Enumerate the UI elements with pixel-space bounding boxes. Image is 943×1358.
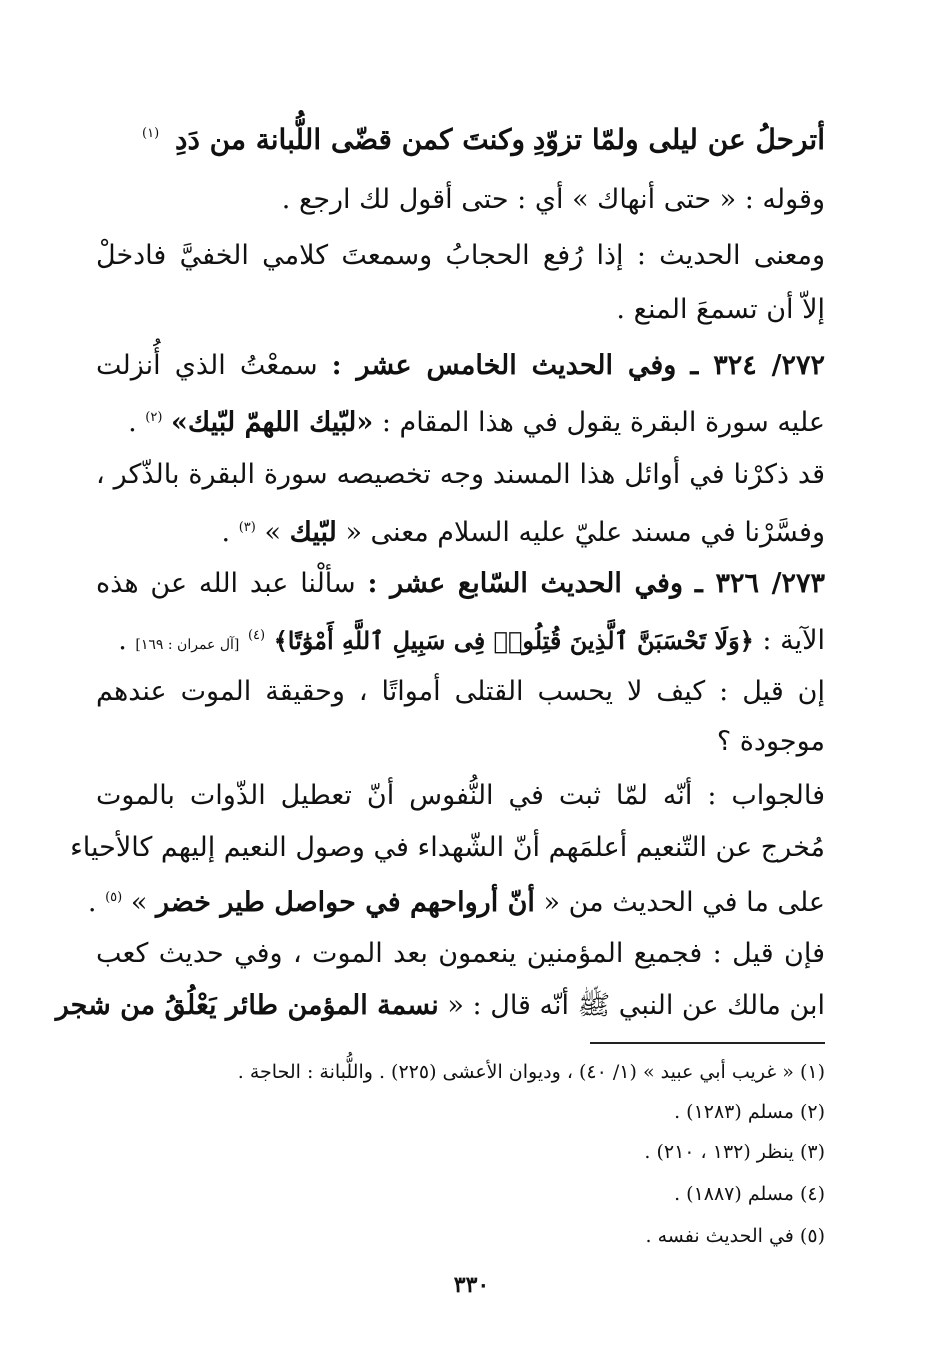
paragraph-line: قد ذكرْنا في أوائل هذا المسند وجه تخصيصه سورة البقرة بالذّكر ، (96, 459, 825, 490)
paragraph-text: ابن مالك عن النبي ﷺ أنّه قال : « (447, 990, 825, 1021)
paragraph-line: فإن قيل : فجميع المؤمنين ينعمون بعد الموت ، وفي حديث كعب (96, 938, 825, 969)
footnote-1: (١) « غريب أبي عبيد » (١/ ٤٠) ، وديوان الأعشى (٢٢٥) . واللُّبانة : الحاجة . (237, 1061, 825, 1083)
paragraph-line: على ما في الحديث من « أنّ أرواحهم في حواصل طير خضر » $^{(٥)}$ . (87, 887, 825, 918)
hadith-272-line-2: عليه سورة البقرة يقول في هذا المقام : «لبّيك اللهمّ لبّيك» $^{(٢)}$ . (128, 407, 825, 438)
quran-verse: ﴿وَلَا تَحْسَبَنَّ ٱلَّذِينَ قُتِلُوا۟ فِى سَبِيلِ ٱللَّهِ أَمْوَٰتًا﴾ (273, 626, 754, 655)
verse-hemistich-1: أترحلُ عن ليلى ولمّا تزوّدِ (532, 123, 825, 156)
paragraph-line: إلاّ أن تسمعَ المنع . (616, 294, 825, 325)
hadith-title: وفي الحديث الخامس عشر : (331, 350, 677, 381)
footnote-separator (590, 1042, 825, 1044)
hadith-text: الآية : (762, 625, 825, 656)
verse-hemistich-2: وكنتَ كمن قضّى اللُّبانة من دَدِ (175, 123, 525, 156)
hadith-text: سمعْتُ الذي أُنزلت (96, 350, 318, 381)
hadith-number: ٢٧٢/ ٣٢٤ ـ (690, 350, 825, 381)
paragraph-line: وقوله : « حتى أنهاك » أي : حتى أقول لك ارجع . (281, 184, 825, 215)
hadith-273-heading-line (96, 564, 825, 604)
paragraph-line: إن قيل : كيف لا يحسب القتلى أمواتًا ، وحقيقة الموت عندهم (96, 676, 825, 707)
verse-footnote-mark: (١) (142, 126, 160, 141)
quoted-word: لبّيك (289, 517, 337, 548)
quran-reference: [آل عمران : ١٦٩] (135, 637, 240, 653)
paragraph-text: وفسَّرْنا في مسند عليّ عليه السلام معنى « (345, 517, 825, 548)
paragraph-line: وفسَّرْنا في مسند عليّ عليه السلام معنى « لبّيك » $^{(٣)}$ . (221, 517, 825, 548)
page-number: ٣٣٠ (453, 1272, 490, 1298)
paragraph-text: » (264, 517, 281, 548)
hadith-273-line-2: الآية : ﴿وَلَا تَحْسَبَنَّ ٱلَّذِينَ قُتِلُوا۟ فِى سَبِيلِ ٱللَّهِ أَمْوَٰتًا﴾ $^{(٤)}$ [آل عمران : ١٦٩] . (118, 625, 825, 656)
paragraph-line: مُخرج عن التّنعيم أعلمَهم أنّ الشّهداء في وصول النعيم إليهم كالأحياء (70, 832, 825, 863)
footnote-mark: (٢) (145, 410, 163, 425)
paragraph-text: على ما في الحديث من « (543, 887, 825, 918)
footnote-mark: (٤) (247, 628, 266, 643)
hadith-quote: أنّ أرواحهم في حواصل طير خضر (155, 887, 535, 918)
paragraph-line: فالجواب : أنّه لمّا ثبت في النُّفوس أنّ تعطيل الذّوات بالموت (96, 780, 825, 811)
hadith-text: سألْنا عبد الله عن هذه (96, 568, 356, 599)
footnote-4: (٤) مسلم (١٨٨٧) . (674, 1183, 825, 1205)
hadith-number: ٢٧٣/ ٣٢٦ ـ (694, 568, 825, 599)
footnote-mark: (٥) (105, 890, 123, 905)
paragraph-line: ومعنى الحديث : إذا رُفع الحجابُ وسمعتَ كلامي الخفيَّ فادخلْ (96, 240, 825, 271)
paragraph-line: موجودة ؟ (716, 726, 825, 757)
paragraph-line (55, 986, 825, 1026)
footnote-mark: (٣) (238, 520, 256, 535)
footnote-2: (٢) مسلم (١٢٨٣) . (674, 1101, 825, 1123)
footnote-3: (٣) ينظر (١٣٢ ، ٢١٠) . (644, 1141, 825, 1163)
paragraph-text: » (130, 887, 148, 918)
hadith-title: وفي الحديث السّابع عشر : (367, 568, 683, 599)
footnote-5: (٥) في الحديث نفسه . (645, 1225, 825, 1247)
hadith-quote: نسمة المؤمن طائر يَعْلُقُ من شجر (55, 990, 439, 1021)
hadith-272-heading-line (96, 346, 825, 386)
hadith-quote: «لبّيك اللهمّ لبّيك» (171, 407, 374, 438)
hadith-text: عليه سورة البقرة يقول في هذا المقام : (381, 407, 825, 438)
